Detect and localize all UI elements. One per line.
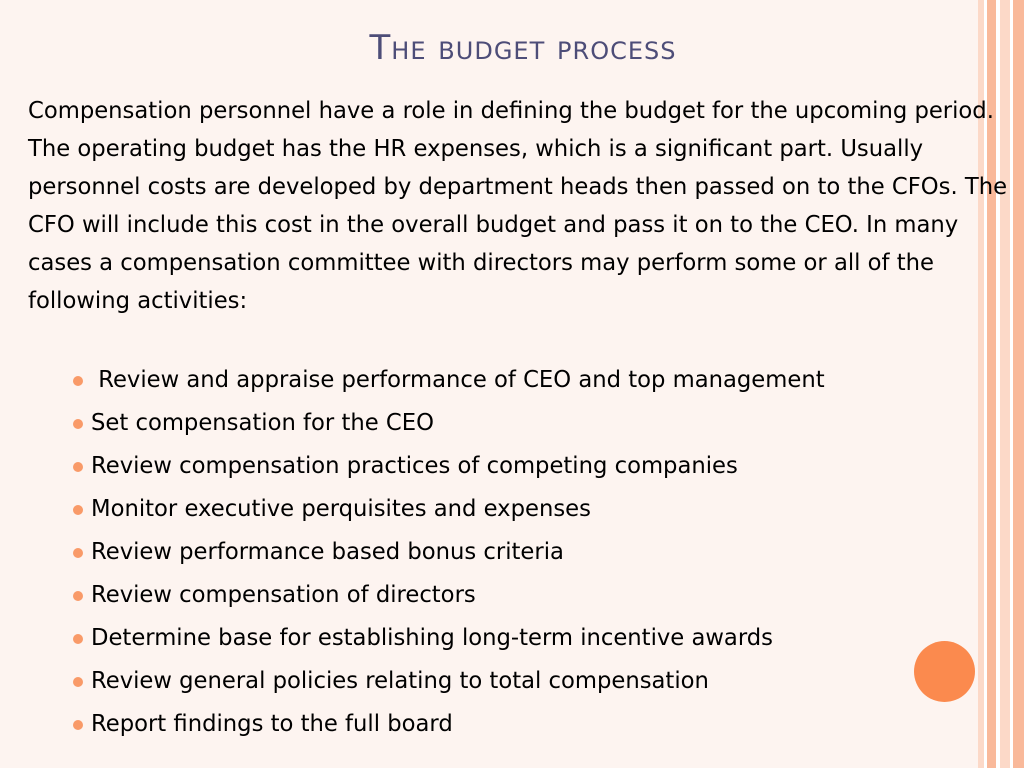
accent-circle xyxy=(914,641,975,702)
activity-list xyxy=(70,360,990,747)
bullet-dot-icon xyxy=(73,419,83,429)
bullet-dot-icon xyxy=(73,462,83,472)
list-item xyxy=(70,661,990,704)
list-item-text: Review and appraise performance of CEO and top management xyxy=(91,367,825,393)
bullet-dot-icon xyxy=(73,720,83,730)
list-item-text: Monitor executive perquisites and expenses xyxy=(91,496,591,522)
list-item xyxy=(70,360,990,403)
bullet-dot-icon xyxy=(73,376,83,386)
list-item-text: Review performance based bonus criteria xyxy=(91,539,564,565)
bullet-dot-icon xyxy=(73,505,83,515)
bullet-dot-icon xyxy=(73,677,83,687)
bullet-dot-icon xyxy=(73,548,83,558)
decor-stripe xyxy=(1013,0,1024,768)
list-item xyxy=(70,403,990,446)
list-item-text: Review compensation practices of competing companies xyxy=(91,453,738,479)
slide-title: The budget process xyxy=(369,28,677,68)
list-item xyxy=(70,532,990,575)
bullet-dot-icon xyxy=(73,634,83,644)
list-item xyxy=(70,575,990,618)
list-item-text: Set compensation for the CEO xyxy=(91,410,434,436)
list-item-text: Review general policies relating to total compensation xyxy=(91,668,709,694)
list-item xyxy=(70,446,990,489)
intro-paragraph: Compensation personnel have a role in defining the budget for the upcoming period. The operating budget has the HR expenses, which is a significant part. Usually personnel costs are developed by department heads then passed on to the CFOs. The CFO will include this cost in the overall budget and pass it on to the CEO. In many cases a compensation committee with directors may perform some or all of the following activities: xyxy=(28,98,1008,314)
list-item-text: Review compensation of directors xyxy=(91,582,476,608)
list-item xyxy=(70,704,990,747)
bullet-dot-icon xyxy=(73,591,83,601)
list-item-text: Determine base for establishing long-term incentive awards xyxy=(91,625,773,651)
list-item xyxy=(70,618,990,661)
list-item-text: Report findings to the full board xyxy=(91,711,453,737)
list-item xyxy=(70,489,990,532)
